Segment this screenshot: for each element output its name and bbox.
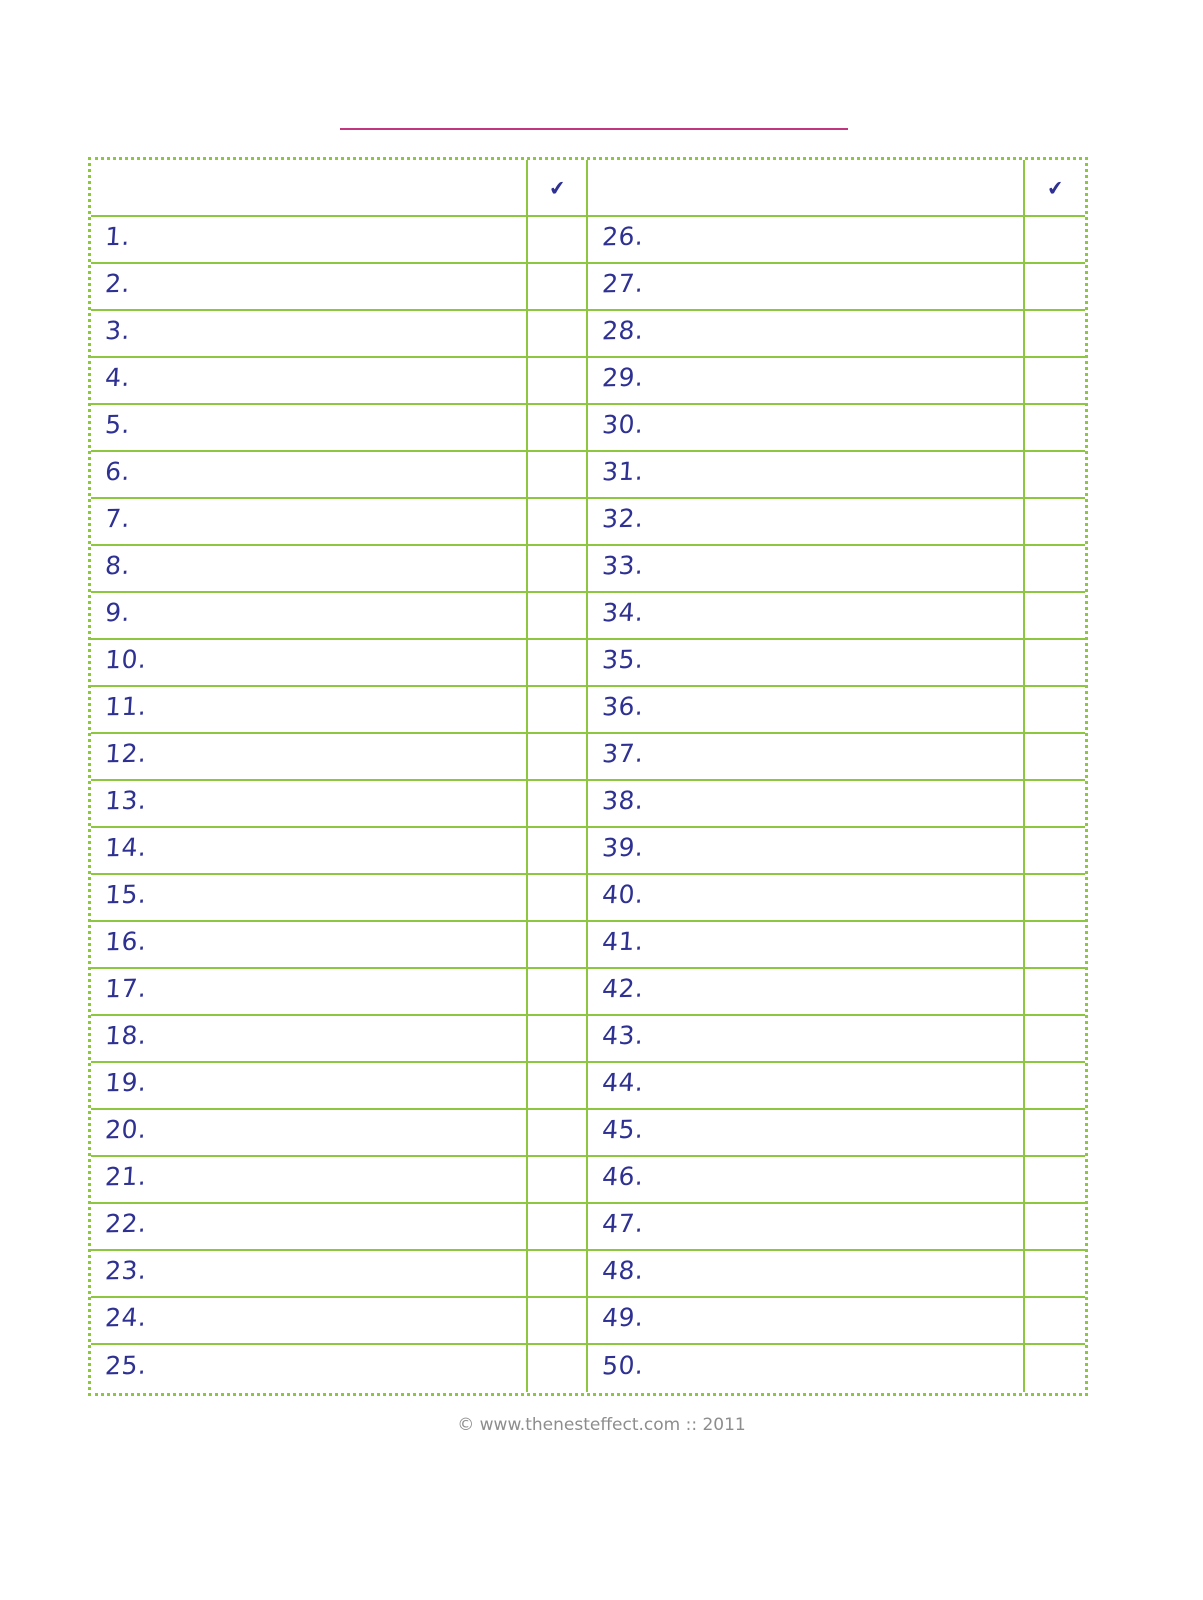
checkbox-right[interactable] xyxy=(1025,546,1085,591)
list-item-right[interactable] xyxy=(588,828,1025,873)
item-number: 13. xyxy=(104,785,148,816)
list-item-left[interactable] xyxy=(91,828,528,873)
item-number: 2. xyxy=(104,268,132,299)
list-item-right[interactable] xyxy=(588,640,1025,685)
item-number: 12. xyxy=(104,738,148,769)
list-item-left[interactable] xyxy=(91,1298,528,1343)
table-row xyxy=(91,546,1085,593)
item-number: 11. xyxy=(104,691,148,722)
checkbox-left[interactable] xyxy=(528,405,588,450)
list-item-left[interactable] xyxy=(91,969,528,1014)
list-item-right[interactable] xyxy=(588,217,1025,262)
item-number: 33. xyxy=(601,550,645,581)
list-item-left[interactable] xyxy=(91,311,528,356)
list-item-right[interactable] xyxy=(588,922,1025,967)
list-item-left[interactable] xyxy=(91,499,528,544)
checkbox-right[interactable] xyxy=(1025,1251,1085,1296)
item-number: 16. xyxy=(104,926,148,957)
checkbox-right[interactable] xyxy=(1025,1345,1085,1392)
checkbox-left[interactable] xyxy=(528,1157,588,1202)
item-number: 35. xyxy=(601,644,645,675)
list-item-left[interactable] xyxy=(91,546,528,591)
table-row xyxy=(91,640,1085,687)
checkbox-right[interactable] xyxy=(1025,687,1085,732)
list-item-right[interactable] xyxy=(588,1251,1025,1296)
checkbox-left[interactable] xyxy=(528,781,588,826)
item-number: 17. xyxy=(104,973,148,1004)
checkbox-left[interactable] xyxy=(528,734,588,779)
list-item-right[interactable] xyxy=(588,452,1025,497)
checkbox-right[interactable] xyxy=(1025,264,1085,309)
checkmark-icon: ✔ xyxy=(1045,174,1065,201)
list-item-right[interactable] xyxy=(588,358,1025,403)
list-item-right[interactable] xyxy=(588,1298,1025,1343)
item-number: 18. xyxy=(104,1020,148,1051)
list-item-right[interactable] xyxy=(588,875,1025,920)
checkbox-right[interactable] xyxy=(1025,358,1085,403)
item-number: 41. xyxy=(601,926,645,957)
checkbox-right[interactable] xyxy=(1025,593,1085,638)
checkbox-left[interactable] xyxy=(528,1063,588,1108)
checkbox-right[interactable] xyxy=(1025,1298,1085,1343)
item-number: 21. xyxy=(104,1161,148,1192)
item-number: 50. xyxy=(601,1350,645,1381)
list-item-left[interactable] xyxy=(91,687,528,732)
checkbox-right[interactable] xyxy=(1025,1063,1085,1108)
table-row xyxy=(91,828,1085,875)
item-number: 44. xyxy=(601,1067,645,1098)
table-row xyxy=(91,217,1085,264)
table-row xyxy=(91,1016,1085,1063)
checkbox-right[interactable] xyxy=(1025,452,1085,497)
list-item-left[interactable] xyxy=(91,734,528,779)
list-item-right[interactable] xyxy=(588,687,1025,732)
checkbox-left[interactable] xyxy=(528,546,588,591)
item-number: 10. xyxy=(104,644,148,675)
checkbox-left[interactable] xyxy=(528,452,588,497)
checkbox-right[interactable] xyxy=(1025,781,1085,826)
checkmark-icon: ✔ xyxy=(547,174,567,201)
header-cell-right-check xyxy=(1025,160,1085,215)
list-item-left[interactable] xyxy=(91,875,528,920)
item-number: 29. xyxy=(601,362,645,393)
list-item-left[interactable] xyxy=(91,1016,528,1061)
checkbox-left[interactable] xyxy=(528,969,588,1014)
item-number: 43. xyxy=(601,1020,645,1051)
item-number: 30. xyxy=(601,409,645,440)
checkbox-left[interactable] xyxy=(528,217,588,262)
table-row xyxy=(91,264,1085,311)
table-header-row xyxy=(91,160,1085,217)
checkbox-right[interactable] xyxy=(1025,499,1085,544)
footer-credit: © www.thenesteffect.com :: 2011 xyxy=(457,1415,746,1435)
checkbox-left[interactable] xyxy=(528,499,588,544)
item-number: 39. xyxy=(601,832,645,863)
table-row xyxy=(91,1204,1085,1251)
item-number: 5. xyxy=(104,409,132,440)
list-item-right[interactable] xyxy=(588,1063,1025,1108)
item-number: 6. xyxy=(104,456,132,487)
checkbox-right[interactable] xyxy=(1025,1110,1085,1155)
list-item-right[interactable] xyxy=(588,1016,1025,1061)
list-item-left[interactable] xyxy=(91,640,528,685)
table-row xyxy=(91,875,1085,922)
checkbox-right[interactable] xyxy=(1025,1157,1085,1202)
table-row xyxy=(91,1298,1085,1345)
list-item-right[interactable] xyxy=(588,1157,1025,1202)
list-item-right[interactable] xyxy=(588,546,1025,591)
item-number: 42. xyxy=(601,973,645,1004)
list-item-left[interactable] xyxy=(91,593,528,638)
list-item-right[interactable] xyxy=(588,264,1025,309)
list-item-right[interactable] xyxy=(588,593,1025,638)
table-row xyxy=(91,1157,1085,1204)
item-number: 9. xyxy=(104,597,132,628)
table-row xyxy=(91,405,1085,452)
list-item-right[interactable] xyxy=(588,1110,1025,1155)
checkbox-left[interactable] xyxy=(528,1251,588,1296)
list-item-right[interactable] xyxy=(588,405,1025,450)
list-item-left[interactable] xyxy=(91,1204,528,1249)
list-item-left[interactable] xyxy=(91,217,528,262)
item-number: 48. xyxy=(601,1255,645,1286)
header-cell-left-items xyxy=(91,160,528,215)
item-number: 32. xyxy=(601,503,645,534)
list-item-left[interactable] xyxy=(91,1157,528,1202)
table-row xyxy=(91,781,1085,828)
list-item-left[interactable] xyxy=(91,1063,528,1108)
list-item-left[interactable] xyxy=(91,1251,528,1296)
table-row xyxy=(91,1110,1085,1157)
table-row xyxy=(91,969,1085,1016)
item-number: 34. xyxy=(601,597,645,628)
checkbox-right[interactable] xyxy=(1025,734,1085,779)
checkbox-left[interactable] xyxy=(528,593,588,638)
checkbox-right[interactable] xyxy=(1025,875,1085,920)
table-row xyxy=(91,311,1085,358)
checkbox-right[interactable] xyxy=(1025,311,1085,356)
table-row xyxy=(91,1251,1085,1298)
item-number: 37. xyxy=(601,738,645,769)
checkbox-left[interactable] xyxy=(528,1016,588,1061)
list-item-left[interactable] xyxy=(91,781,528,826)
checkbox-left[interactable] xyxy=(528,1204,588,1249)
table-row xyxy=(91,1345,1085,1392)
item-number: 24. xyxy=(104,1302,148,1333)
list-item-right[interactable] xyxy=(588,1204,1025,1249)
list-item-left[interactable] xyxy=(91,358,528,403)
list-item-left[interactable] xyxy=(91,264,528,309)
list-item-right[interactable] xyxy=(588,734,1025,779)
item-number: 23. xyxy=(104,1255,148,1286)
checkbox-left[interactable] xyxy=(528,640,588,685)
item-number: 3. xyxy=(104,315,132,346)
checkbox-left[interactable] xyxy=(528,828,588,873)
item-number: 26. xyxy=(601,221,645,252)
checkbox-right[interactable] xyxy=(1025,217,1085,262)
checkbox-left[interactable] xyxy=(528,358,588,403)
item-number: 27. xyxy=(601,268,645,299)
list-item-right[interactable] xyxy=(588,499,1025,544)
list-item-left[interactable] xyxy=(91,1110,528,1155)
title-underline xyxy=(340,128,848,130)
checkbox-left[interactable] xyxy=(528,687,588,732)
item-number: 49. xyxy=(601,1302,645,1333)
checkbox-left[interactable] xyxy=(528,1298,588,1343)
table-row xyxy=(91,593,1085,640)
list-item-left[interactable] xyxy=(91,922,528,967)
item-number: 4. xyxy=(104,362,132,393)
checkbox-right[interactable] xyxy=(1025,969,1085,1014)
checkbox-left[interactable] xyxy=(528,1110,588,1155)
item-number: 8. xyxy=(104,550,132,581)
checkbox-left[interactable] xyxy=(528,311,588,356)
list-item-right[interactable] xyxy=(588,781,1025,826)
item-number: 40. xyxy=(601,879,645,910)
list-item-left[interactable] xyxy=(91,452,528,497)
checkbox-right[interactable] xyxy=(1025,828,1085,873)
checkbox-left[interactable] xyxy=(528,1345,588,1392)
numbered-list-grid xyxy=(91,160,1085,1393)
table-row xyxy=(91,922,1085,969)
list-item-right[interactable] xyxy=(588,969,1025,1014)
item-number: 1. xyxy=(104,221,132,252)
item-number: 15. xyxy=(104,879,148,910)
item-number: 46. xyxy=(601,1161,645,1192)
table-row xyxy=(91,687,1085,734)
header-cell-left-check xyxy=(528,160,588,215)
checkbox-right[interactable] xyxy=(1025,1016,1085,1061)
checkbox-left[interactable] xyxy=(528,922,588,967)
item-number: 14. xyxy=(104,832,148,863)
header-cell-right-items xyxy=(588,160,1025,215)
list-item-left[interactable] xyxy=(91,1345,528,1392)
item-number: 28. xyxy=(601,315,645,346)
item-number: 7. xyxy=(104,503,132,534)
list-item-right[interactable] xyxy=(588,311,1025,356)
table-row xyxy=(91,452,1085,499)
table-row xyxy=(91,1063,1085,1110)
checkbox-right[interactable] xyxy=(1025,922,1085,967)
table-row xyxy=(91,499,1085,546)
item-number: 36. xyxy=(601,691,645,722)
item-number: 20. xyxy=(104,1114,148,1145)
list-item-left[interactable] xyxy=(91,405,528,450)
checkbox-left[interactable] xyxy=(528,264,588,309)
item-number: 47. xyxy=(601,1208,645,1239)
item-number: 22. xyxy=(104,1208,148,1239)
list-item-right[interactable] xyxy=(588,1345,1025,1392)
item-number: 25. xyxy=(104,1350,148,1381)
checkbox-right[interactable] xyxy=(1025,405,1085,450)
checkbox-left[interactable] xyxy=(528,875,588,920)
item-number: 19. xyxy=(104,1067,148,1098)
table-row xyxy=(91,734,1085,781)
table-row xyxy=(91,358,1085,405)
checkbox-right[interactable] xyxy=(1025,640,1085,685)
item-number: 38. xyxy=(601,785,645,816)
checkbox-right[interactable] xyxy=(1025,1204,1085,1249)
item-number: 45. xyxy=(601,1114,645,1145)
item-number: 31. xyxy=(601,456,645,487)
